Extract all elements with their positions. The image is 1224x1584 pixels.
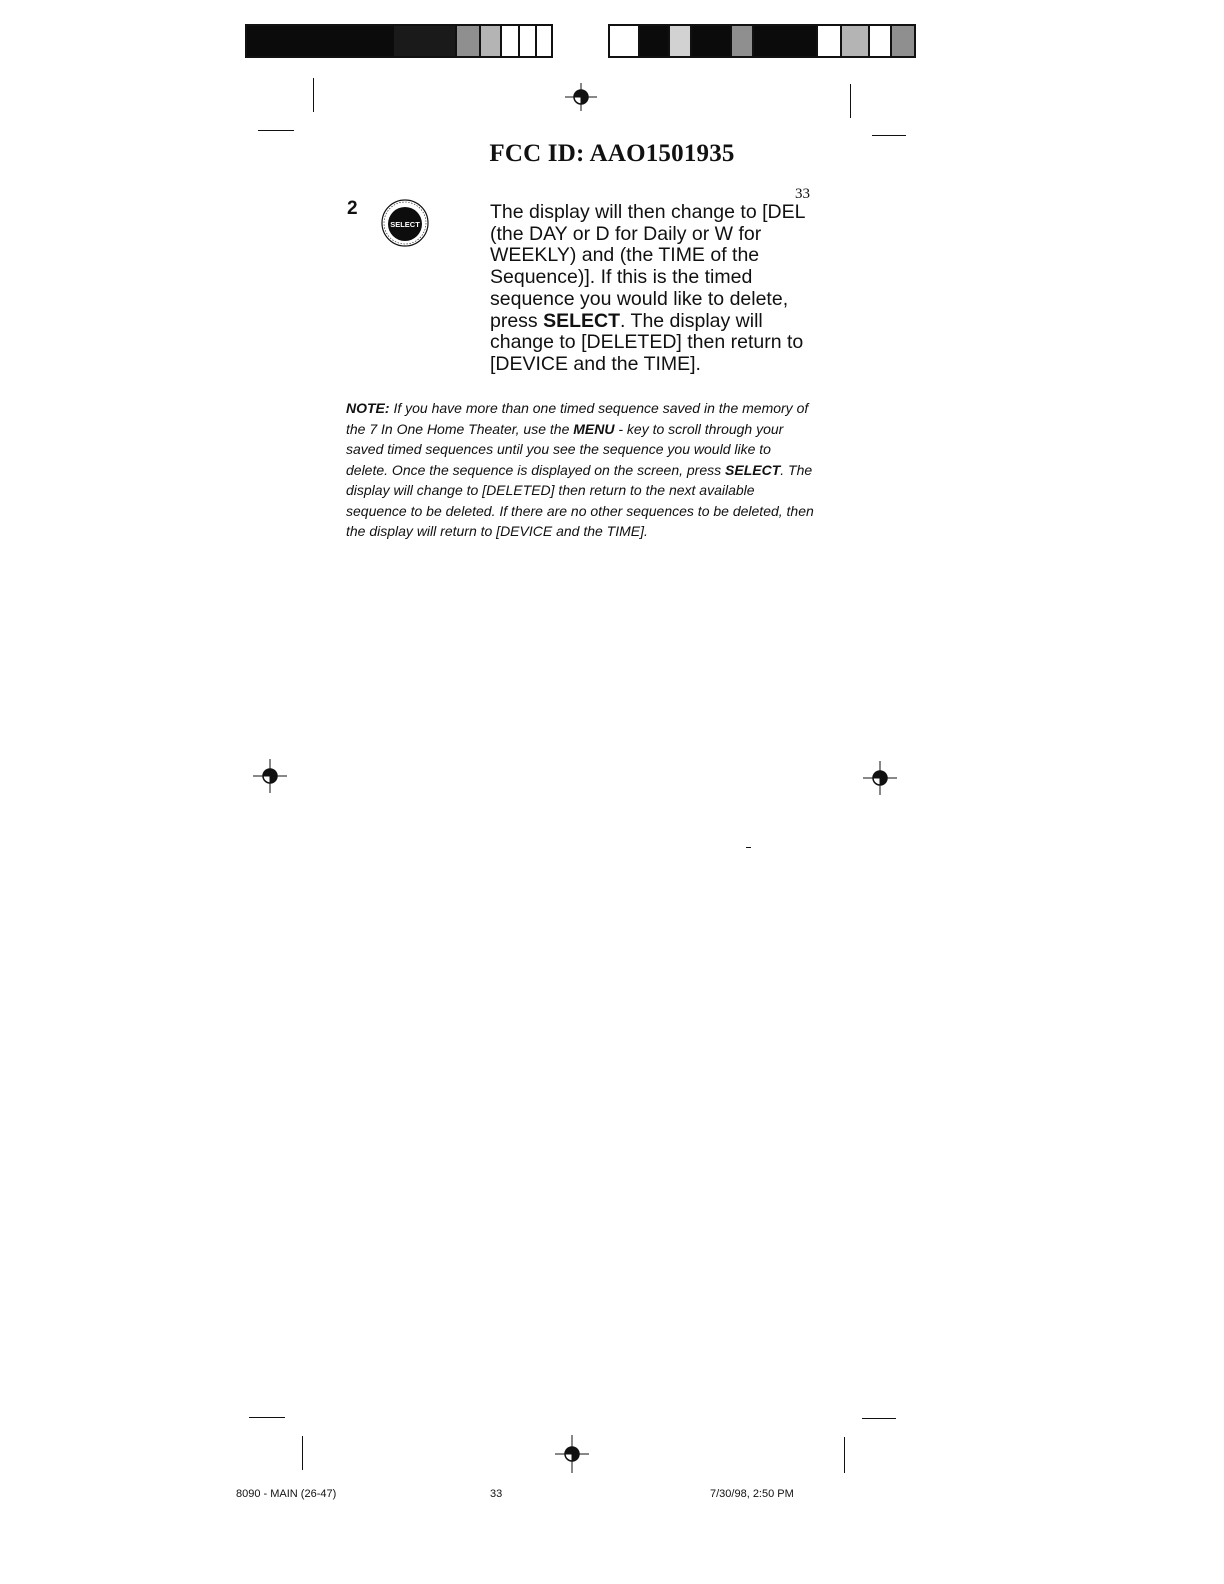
select-button-icon	[381, 199, 429, 247]
bar-block	[537, 26, 551, 56]
registration-target-icon	[564, 82, 598, 112]
step-number: 2	[347, 198, 358, 219]
step-instruction	[490, 202, 820, 376]
registration-target-icon	[252, 758, 288, 794]
bar-block	[640, 26, 670, 56]
menu-keyword: MENU	[573, 420, 615, 437]
footer-page: 33	[490, 1488, 503, 1500]
bar-block	[394, 26, 458, 56]
bar-block	[670, 26, 692, 56]
registration-target-icon	[554, 1434, 590, 1474]
color-registration-bar-right	[608, 24, 916, 58]
crop-mark	[850, 84, 851, 118]
bar-block	[732, 26, 754, 56]
crop-mark	[746, 847, 751, 848]
note-text-part: . The display will change to [DELETED] then return to the next available sequence to be deleted. If there are no other sequences to be deleted, then the display will return to [DEVICE and the TIME].	[346, 461, 814, 539]
bar-block	[481, 26, 503, 56]
crop-mark	[313, 78, 314, 112]
crop-mark	[249, 1417, 285, 1418]
footer-job: 8090 - MAIN (26-47)	[236, 1488, 337, 1500]
footer-timestamp: 7/30/98, 2:50 PM	[710, 1488, 794, 1500]
fcc-id-title: FCC ID: AAO1501935	[489, 140, 735, 167]
select-keyword: SELECT	[543, 309, 621, 332]
color-registration-bar-left	[245, 24, 553, 58]
step-text-part: . The display will change to [DELETED] then return to [DEVICE and the TIME].	[490, 309, 804, 375]
crop-mark	[872, 135, 906, 136]
crop-mark	[862, 1418, 896, 1419]
note-text-part: - key to scroll through your saved timed sequences until you see the sequence you would like to delete. Once the sequence is displayed on the screen, press	[346, 420, 784, 478]
crop-mark	[844, 1437, 845, 1473]
step-text-part: The display will then change to [DEL (the DAY or D for Daily or W for WEEKLY) and (the TIME of the Sequence)]. If this is the timed sequence you would like to delete, press	[490, 201, 805, 332]
registration-target-icon	[862, 760, 898, 796]
bar-block	[754, 26, 818, 56]
note-text-part: If you have more than one timed sequence saved in the memory of the 7 In One Home Theater, use the	[346, 400, 809, 437]
page-number: 33	[795, 186, 810, 202]
bar-block	[842, 26, 870, 56]
bar-block	[692, 26, 732, 56]
bar-block	[457, 26, 480, 56]
select-button-label: SELECT	[390, 220, 420, 229]
crop-mark	[302, 1436, 303, 1470]
bar-block	[870, 26, 892, 56]
bar-block	[247, 26, 394, 56]
bar-block	[818, 26, 842, 56]
select-keyword: SELECT	[725, 461, 781, 478]
note-paragraph	[346, 398, 816, 542]
bar-block	[892, 26, 914, 56]
bar-block	[610, 26, 640, 56]
bar-block	[502, 26, 520, 56]
note-label: NOTE:	[346, 400, 390, 416]
bar-block	[520, 26, 538, 56]
crop-mark	[258, 130, 294, 131]
